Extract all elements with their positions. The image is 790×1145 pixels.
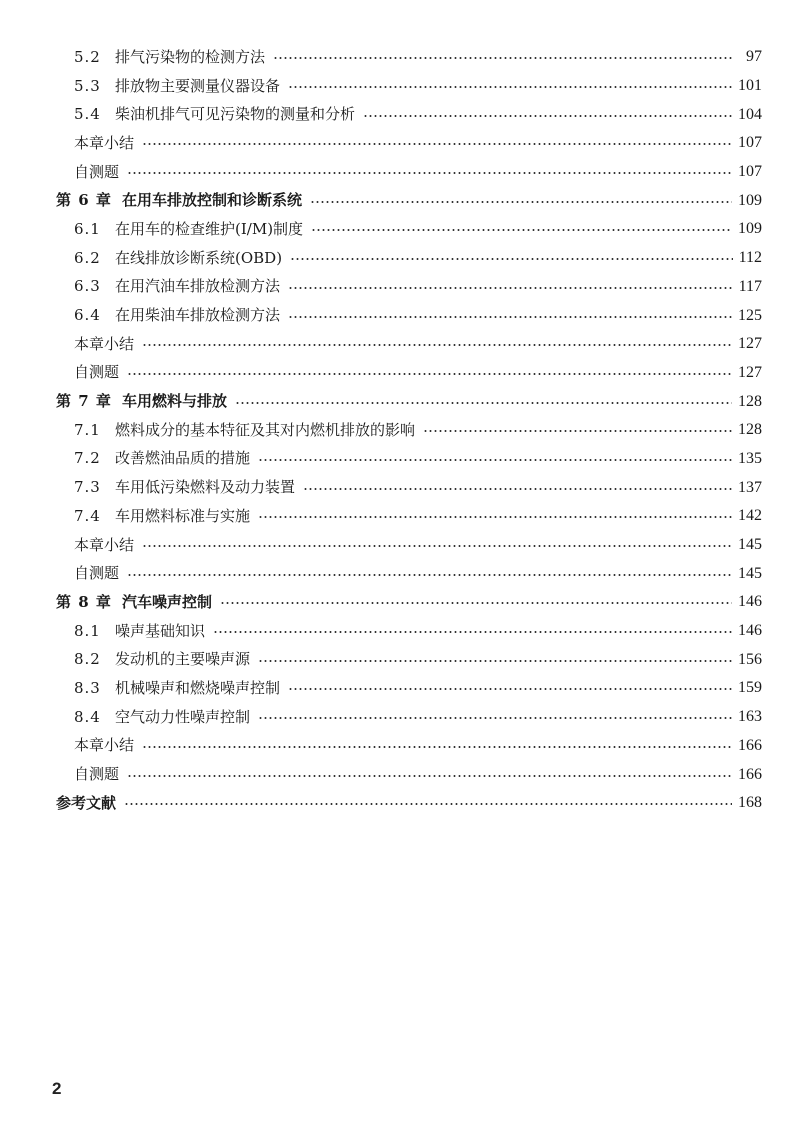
toc-entry-number: 6.3: [74, 277, 101, 296]
toc-entry-number: 第 8 章: [56, 592, 112, 611]
table-of-contents: [56, 43, 762, 818]
toc-section-entry[interactable]: [56, 129, 762, 158]
dot-leader: [258, 516, 732, 518]
toc-entry-number: 6.2: [74, 248, 101, 267]
toc-entry-number: 5.4: [74, 105, 101, 124]
toc-entry-title: 燃料成分的基本特征及其对内燃机排放的影响: [115, 420, 416, 439]
toc-section-entry[interactable]: [56, 703, 762, 732]
dot-leader: [311, 229, 732, 231]
toc-entry-title: 本章小结: [74, 133, 135, 152]
toc-entry-page: 127: [738, 363, 762, 381]
toc-entry-page: 146: [738, 593, 762, 611]
toc-entry-title: 自测题: [74, 162, 120, 181]
toc-section-entry[interactable]: [56, 531, 762, 560]
toc-entry-title: 车用燃料与排放: [122, 392, 228, 411]
toc-section-entry[interactable]: [56, 43, 762, 72]
toc-chapter-entry[interactable]: [56, 387, 762, 416]
toc-section-entry[interactable]: [56, 445, 762, 474]
toc-entry-number: 8.2: [74, 650, 101, 669]
toc-section-entry[interactable]: [56, 273, 762, 302]
toc-entry-number: 7.2: [74, 449, 101, 468]
toc-entry-page: 166: [738, 736, 762, 754]
dot-leader: [258, 717, 732, 719]
toc-entry-title: 排气污染物的检测方法: [115, 47, 266, 66]
dot-leader: [213, 631, 732, 633]
toc-entry-number: 6.1: [74, 219, 101, 238]
toc-entry-title: 参考文献: [56, 793, 117, 812]
dot-leader: [258, 459, 732, 461]
toc-entry-title: 车用燃料标准与实施: [115, 506, 251, 525]
dot-leader: [235, 402, 732, 404]
toc-chapter-entry[interactable]: [56, 186, 762, 215]
toc-entry-number: 5.3: [74, 76, 101, 95]
toc-entry-title: 在用汽油车排放检测方法: [115, 277, 281, 296]
toc-section-entry[interactable]: [56, 473, 762, 502]
toc-entry-title: 在线排放诊断系统(OBD): [115, 248, 283, 267]
toc-entry-title: 改善燃油品质的措施: [115, 449, 251, 468]
toc-entry-page: 109: [738, 191, 762, 209]
toc-entry-number: 7.1: [74, 420, 101, 439]
toc-entry-number: 7.4: [74, 506, 101, 525]
dot-leader: [288, 688, 732, 690]
toc-section-entry[interactable]: [56, 72, 762, 101]
toc-entry-page: 125: [738, 306, 762, 324]
toc-entry-page: 145: [738, 536, 762, 554]
toc-entry-page: 135: [738, 449, 762, 467]
dot-leader: [127, 574, 732, 576]
toc-entry-number: 8.1: [74, 621, 101, 640]
dot-leader: [127, 172, 732, 174]
dot-leader: [288, 86, 732, 88]
toc-section-entry[interactable]: [56, 158, 762, 187]
dot-leader: [423, 430, 732, 432]
dot-leader: [142, 143, 732, 145]
toc-entry-title: 自测题: [74, 564, 120, 583]
dot-leader: [142, 746, 732, 748]
toc-entry-page: 156: [738, 650, 762, 668]
toc-entry-page: 112: [738, 249, 762, 267]
toc-entry-title: 汽车噪声控制: [122, 592, 213, 611]
toc-entry-page: 117: [738, 277, 762, 295]
dot-leader: [363, 115, 732, 117]
dot-leader: [124, 803, 732, 805]
toc-entry-title: 本章小结: [74, 334, 135, 353]
toc-entry-page: 97: [746, 48, 762, 66]
dot-leader: [258, 660, 732, 662]
toc-entry-title: 柴油机排气可见污染物的测量和分析: [115, 105, 356, 124]
toc-entry-title: 空气动力性噪声控制: [115, 707, 251, 726]
toc-entry-title: 本章小结: [74, 535, 135, 554]
toc-entry-title: 排放物主要测量仪器设备: [115, 76, 281, 95]
toc-entry-title: 噪声基础知识: [115, 621, 206, 640]
page-number: 2: [52, 1079, 62, 1098]
toc-entry-page: 101: [738, 77, 762, 95]
toc-entry-number: 8.4: [74, 707, 101, 726]
toc-entry-number: 第 6 章: [56, 191, 112, 210]
toc-chapter-entry[interactable]: [56, 789, 762, 818]
dot-leader: [127, 373, 732, 375]
toc-entry-page: 168: [738, 794, 762, 812]
toc-section-entry[interactable]: [56, 244, 762, 273]
toc-section-entry[interactable]: [56, 559, 762, 588]
toc-entry-title: 机械噪声和燃烧噪声控制: [115, 678, 281, 697]
toc-entry-number: 5.2: [74, 47, 101, 66]
toc-entry-page: 146: [738, 622, 762, 640]
toc-entry-page: 104: [738, 105, 762, 123]
dot-leader: [127, 775, 732, 777]
toc-section-entry[interactable]: [56, 645, 762, 674]
toc-chapter-entry[interactable]: [56, 588, 762, 617]
toc-section-entry[interactable]: [56, 732, 762, 761]
toc-entry-number: 8.3: [74, 678, 101, 697]
toc-section-entry[interactable]: [56, 674, 762, 703]
toc-entry-page: 109: [738, 220, 762, 238]
toc-entry-page: 107: [738, 163, 762, 181]
toc-entry-title: 本章小结: [74, 736, 135, 755]
toc-entry-title: 在用车的检查维护(I/M)制度: [115, 219, 304, 238]
toc-section-entry[interactable]: [56, 416, 762, 445]
toc-section-entry[interactable]: [56, 330, 762, 359]
dot-leader: [142, 545, 732, 547]
dot-leader: [142, 344, 732, 346]
toc-section-entry[interactable]: [56, 301, 762, 330]
dot-leader: [273, 57, 734, 59]
toc-entry-title: 车用低污染燃料及动力装置: [115, 478, 296, 497]
toc-entry-page: 128: [738, 392, 762, 410]
toc-section-entry[interactable]: [56, 502, 762, 531]
toc-section-entry[interactable]: [56, 760, 762, 789]
dot-leader: [290, 258, 733, 260]
toc-entry-title: 在用车排放控制和诊断系统: [122, 191, 303, 210]
toc-entry-page: 107: [738, 134, 762, 152]
toc-entry-number: 第 7 章: [56, 392, 112, 411]
toc-section-entry[interactable]: [56, 215, 762, 244]
toc-entry-page: 166: [738, 765, 762, 783]
toc-entry-title: 自测题: [74, 363, 120, 382]
toc-entry-page: 128: [738, 421, 762, 439]
toc-entry-number: 6.4: [74, 306, 101, 325]
toc-entry-page: 145: [738, 564, 762, 582]
dot-leader: [303, 488, 732, 490]
dot-leader: [310, 201, 732, 203]
toc-entry-page: 159: [738, 679, 762, 697]
dot-leader: [288, 287, 733, 289]
dot-leader: [220, 602, 732, 604]
toc-entry-number: 7.3: [74, 478, 101, 497]
toc-section-entry[interactable]: [56, 100, 762, 129]
toc-section-entry[interactable]: [56, 617, 762, 646]
toc-entry-title: 自测题: [74, 765, 120, 784]
dot-leader: [288, 316, 732, 318]
toc-entry-page: 127: [738, 335, 762, 353]
toc-entry-page: 163: [738, 708, 762, 726]
toc-entry-page: 137: [738, 478, 762, 496]
toc-entry-title: 在用柴油车排放检测方法: [115, 306, 281, 325]
toc-section-entry[interactable]: [56, 359, 762, 388]
toc-entry-page: 142: [738, 507, 762, 525]
toc-entry-title: 发动机的主要噪声源: [115, 650, 251, 669]
